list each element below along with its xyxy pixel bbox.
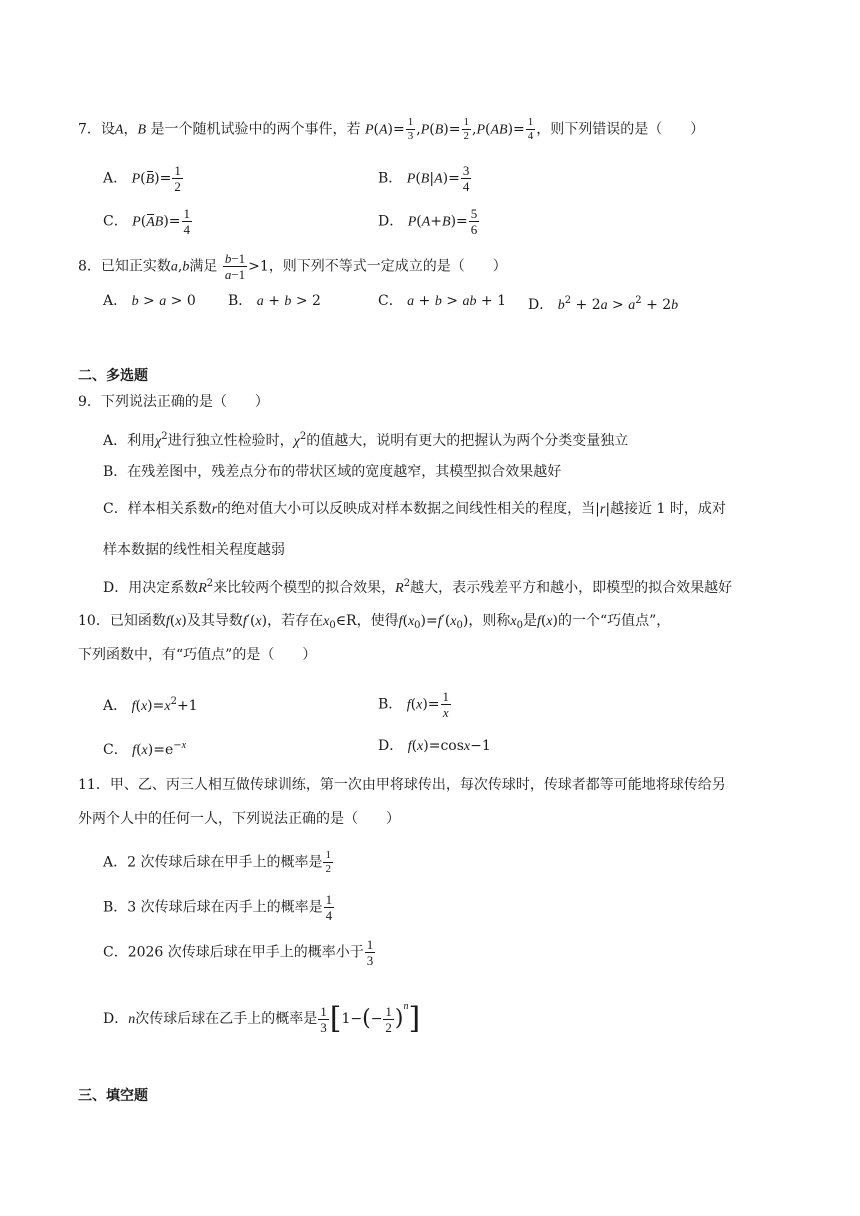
q11-option-a: A．2 次传球后球在甲手上的概率是 $\frac{1}{2}$	[103, 849, 331, 875]
option-label: B．	[378, 170, 403, 187]
q11-stem-continued: 外两个人中的任何一人，下列说法正确的是（ ）	[78, 811, 400, 827]
option-label: C．	[378, 293, 403, 309]
q10-text-1: 10．已知函数	[78, 613, 166, 629]
option-label: C．	[103, 213, 128, 230]
q9-option-d: D．用决定系数$R^2$来比较两个模型的拟合效果，$R^2$越大，表示残差平方和越小，即模型的拟合效果越好	[103, 578, 733, 596]
section-heading-multiple-choice: 二、多选题	[78, 368, 148, 384]
q9-d-text-2: 来比较两个模型的拟合效果，	[213, 580, 396, 596]
q8-option-d: D． $b^2 + 2a > a^2 + 2b$	[528, 295, 679, 313]
q11-d-text-2: 次传球后球在乙手上的概率是	[135, 1011, 318, 1027]
q9-c-text-2: 的绝对值大小可以反映成对样本数据之间线性相关的程度，当	[217, 501, 596, 517]
q10-text-5: ，则称	[468, 613, 511, 629]
q10-option-b: B． f(x)= $\frac{1}{x}$	[378, 689, 450, 720]
option-label: D．	[378, 738, 404, 754]
q9-a-text-3: 的值越大，说明有更大的把握认为两个分类变量独立	[306, 433, 629, 449]
option-label: C．	[103, 742, 128, 758]
q8-option-a: A． b > a > 0	[103, 293, 196, 309]
q8-stem-text-c: ，则下列不等式一定成立的是（ ）	[268, 258, 507, 275]
q7-option-a: A． P(B)= $\frac{1}{2}$	[103, 163, 181, 194]
q9-d-text-3: 越大，表示残差平方和越小，即模型的拟合效果越好	[410, 580, 733, 596]
option-label: D．	[378, 213, 404, 230]
q10-text-3: ，若存在	[267, 613, 324, 629]
q9-c-text-3: 越接近 1 时，成对	[610, 501, 726, 517]
q9-stem: 9．下列说法正确的是（ ）	[78, 394, 269, 410]
option-label: A．	[103, 698, 128, 714]
q9-c-text-1: C．样本相关系数	[103, 501, 212, 517]
q10-option-a: A． $f(x)=x^2+1$	[103, 696, 198, 714]
option-label: A．	[103, 170, 128, 187]
q9-a-text-2: 进行独立性检验时，	[167, 433, 294, 449]
q9-a-text-1: A．利用	[103, 433, 156, 449]
q9-option-c: C．样本相关系数r的绝对值大小可以反映成对样本数据之间线性相关的程度，当|r|越接近 1 时，成对	[103, 501, 726, 517]
option-label: B．	[228, 293, 253, 309]
q9-option-b: B．在残差图中，残差点分布的带状区域的宽度越窄，其模型拟合效果越好	[103, 464, 562, 480]
q9-d-text-1: D．用决定系数	[103, 580, 199, 596]
q10-text-2: 及其导数	[186, 613, 243, 629]
q7-option-c: C． P(AB)= $\frac{1}{4}$	[103, 206, 191, 237]
q7-option-b: B． P(B|A)= $\frac{3}{4}$	[378, 163, 470, 194]
q7-option-d: D． P(A+B)= $\frac{5}{6}$	[378, 206, 478, 237]
q11-c-text: C．2026 次传球后球在甲手上的概率小于	[103, 944, 364, 961]
q7-stem-text-b: 是一个随机试验中的两个事件，若	[150, 121, 361, 138]
q10-text-4: ，使得	[356, 613, 399, 629]
q8-stem-text-b: 满足	[189, 258, 218, 275]
q10-option-c: C． $f(x)=e^{-x}$	[103, 740, 187, 758]
q10-option-d: D． f(x)=cosx−1	[378, 738, 491, 754]
q9-option-c-continued: 样本数据的线性相关程度越弱	[103, 542, 285, 558]
q10-stem: 10．已知函数f(x)及其导数f′(x)，若存在$x_0\in R$，使得$f(x_0)=f'(x_0)$，则称$x_0$是f(x)的一个“巧值点”，	[78, 613, 671, 631]
q8-option-c: C． a + b > ab + 1	[378, 293, 506, 309]
q11-option-d: D．n次传球后球在乙手上的概率是 $\frac{1}{3}$ [1−(− $\frac{1}{2}$ )$^n$]	[103, 1001, 421, 1036]
q8-option-b: B． a + b > 2	[228, 293, 321, 309]
option-label: B．	[378, 696, 403, 713]
q10-text-7: 的一个“巧值点”，	[557, 613, 671, 629]
q7-stem-text-c: ，则下列错误的是（ ）	[536, 121, 705, 138]
q10-text-6: 是	[522, 613, 537, 629]
q8-stem-text-a: 8．已知正实数	[78, 258, 171, 275]
q11-option-c: C．2026 次传球后球在甲手上的概率小于 $\frac{1}{3}$	[103, 937, 374, 968]
section-heading-fill-in-blank: 三、填空题	[78, 1088, 148, 1104]
q11-b-text: B．3 次传球后球在丙手上的概率是	[103, 899, 323, 916]
q11-a-text: A．2 次传球后球在甲手上的概率是	[103, 854, 323, 871]
q11-stem: 11．甲、乙、丙三人相互做传球训练，第一次由甲将球传出，每次传球时，传球者都等可能地将球传给另	[78, 777, 726, 793]
q7-stem: 7．设A，B 是一个随机试验中的两个事件，若 P(A)= $\frac{1}{3}$ ,P(B)= $\frac{1}{2}$ ,P(AB)= $\frac{1}{4}$ ，则下列错误的是（ ）	[78, 116, 705, 142]
option-label: A．	[103, 293, 128, 309]
q9-option-a: A．利用$\chi^2$进行独立性检验时，$\chi^2$的值越大，说明有更大的把握认为两个分类变量独立	[103, 431, 629, 449]
q8-stem: 8．已知正实数a,b满足 $\frac{b-1}{a-1}$ >1，则下列不等式一定成立的是（ ）	[78, 251, 507, 282]
q10-stem-continued: 下列函数中，有“巧值点”的是（ ）	[78, 647, 317, 663]
option-label: D．	[528, 297, 554, 313]
q7-stem-text-a: 7．设	[78, 121, 115, 138]
q11-d-text-1: D．	[103, 1011, 129, 1027]
q11-option-b: B．3 次传球后球在丙手上的概率是 $\frac{1}{4}$	[103, 892, 333, 923]
